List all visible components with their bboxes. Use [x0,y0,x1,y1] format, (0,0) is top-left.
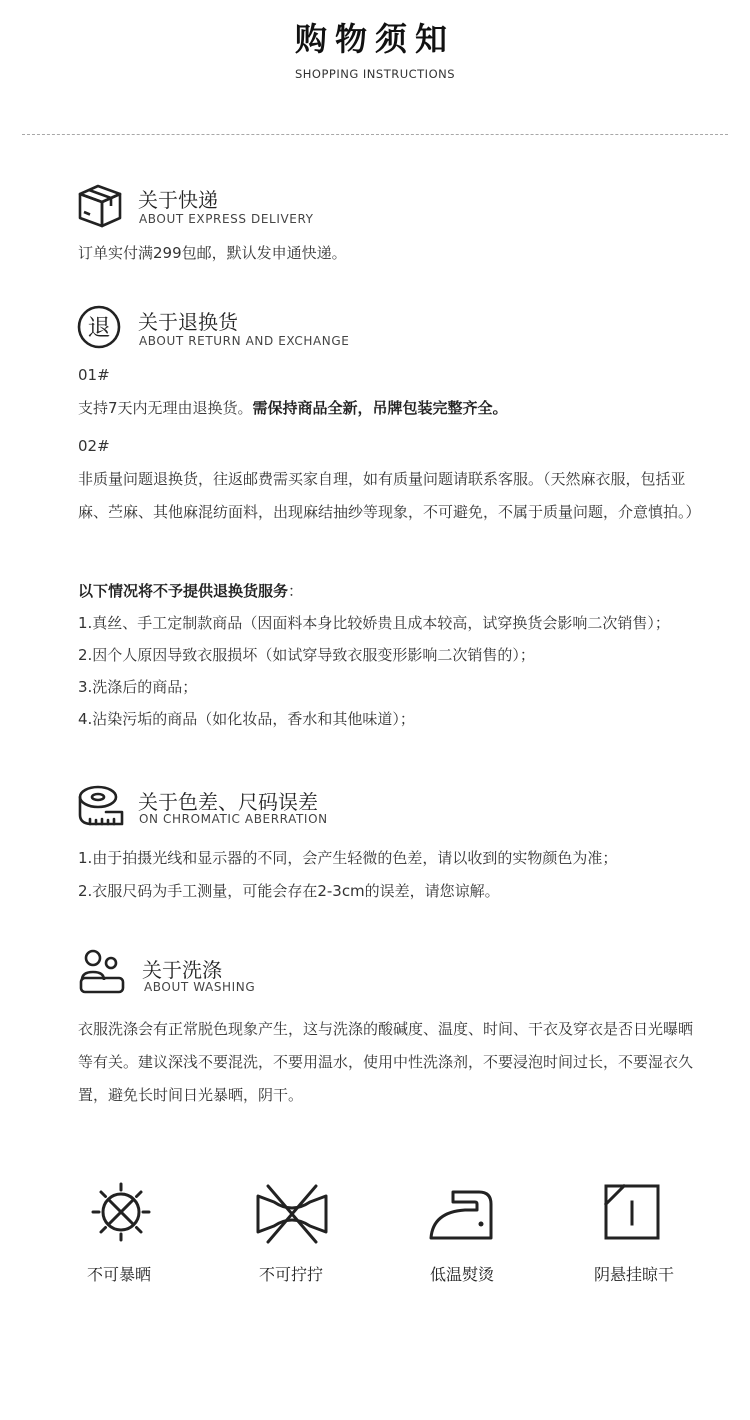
express-text: 订单实付满299包邮，默认发申通快递。 [78,244,347,262]
excluded-item: 3.洗涤后的商品； [78,678,198,696]
return-item-2-number: 02# [78,437,110,455]
low-temp-iron-icon [425,1182,501,1246]
section-subtitle-express: ABOUT EXPRESS DELIVERY [139,212,314,226]
dashed-divider [22,134,728,135]
page-title: 购物须知 [294,20,455,58]
svg-text:退: 退 [87,315,111,341]
excluded-item: 2.因个人原因导致衣服损坏（如试穿导致衣服变形影响二次销售的）； [78,646,535,664]
chromatic-line: 2.衣服尺码为手工测量，可能会存在2-3cm的误差，请您谅解。 [78,882,500,900]
excluded-item: 1.真丝、手工定制款商品（因面料本身比较娇贵且成本较高，试穿换货会影响二次销售）； [78,614,670,632]
section-title-washing: 关于洗涤 [142,958,222,982]
return-item-2-text: 非质量问题退换货，往返邮费需买家自理，如有质量问题请联系客服。（天然麻衣服，包括亚麻、苎麻、其他麻混纺面料，出现麻结抽纱等现象，不可避免，不属于质量问题，介意慎拍。） [78,470,701,521]
section-title-returns: 关于退换货 [138,310,238,334]
tape-measure-icon [76,782,124,830]
section-title-express: 关于快递 [138,188,218,212]
return-item-1-text [78,392,508,425]
care-label: 不可拧拧 [258,1265,323,1284]
section-subtitle-returns: ABOUT RETURN AND EXCHANGE [139,334,350,348]
return-item-1-number: 01# [78,366,110,384]
excluded-heading [78,575,303,608]
no-wringing-icon [254,1182,330,1246]
washing-text: 衣服洗涤会有正常脱色现象产生，这与洗涤的酸碱度、温度、时间、干衣及穿衣是否日光曝晒等有关。建议深浅不要混洗，不要用温水，使用中性洗涤剂，不要浸泡时间过长，不要湿衣久置，避免长时间日光暴晒，阴干。 [78,1020,694,1104]
excluded-heading-colon: ： [288,582,304,600]
washing-basin-icon [78,948,126,996]
return-item-1-bold: 需保持商品全新，吊牌包装完整齐全。 [252,399,508,417]
chromatic-line: 1.由于拍摄光线和显示器的不同，会产生轻微的色差，请以收到的实物颜色为准； [78,849,618,867]
no-sun-drying-icon [83,1180,159,1244]
return-icon [76,303,124,351]
section-subtitle-washing: ABOUT WASHING [144,980,256,994]
care-label: 低温熨烫 [429,1265,494,1284]
excluded-heading-text: 以下情况将不予提供退换货服务 [78,582,289,600]
section-subtitle-chromatic: ON CHROMATIC ABERRATION [139,812,328,826]
box-icon [76,182,124,230]
hang-dry-shade-icon [597,1182,673,1246]
care-label: 阴悬挂晾干 [593,1265,674,1284]
care-label: 不可暴晒 [86,1265,151,1284]
page-subtitle: SHOPPING INSTRUCTIONS [294,67,456,81]
excluded-item: 4.沾染污垢的商品（如化妆品，香水和其他味道）； [78,710,415,728]
section-title-chromatic: 关于色差、尺码误差 [138,790,318,814]
return-item-1-normal: 支持7天内无理由退换货。 [78,399,253,417]
